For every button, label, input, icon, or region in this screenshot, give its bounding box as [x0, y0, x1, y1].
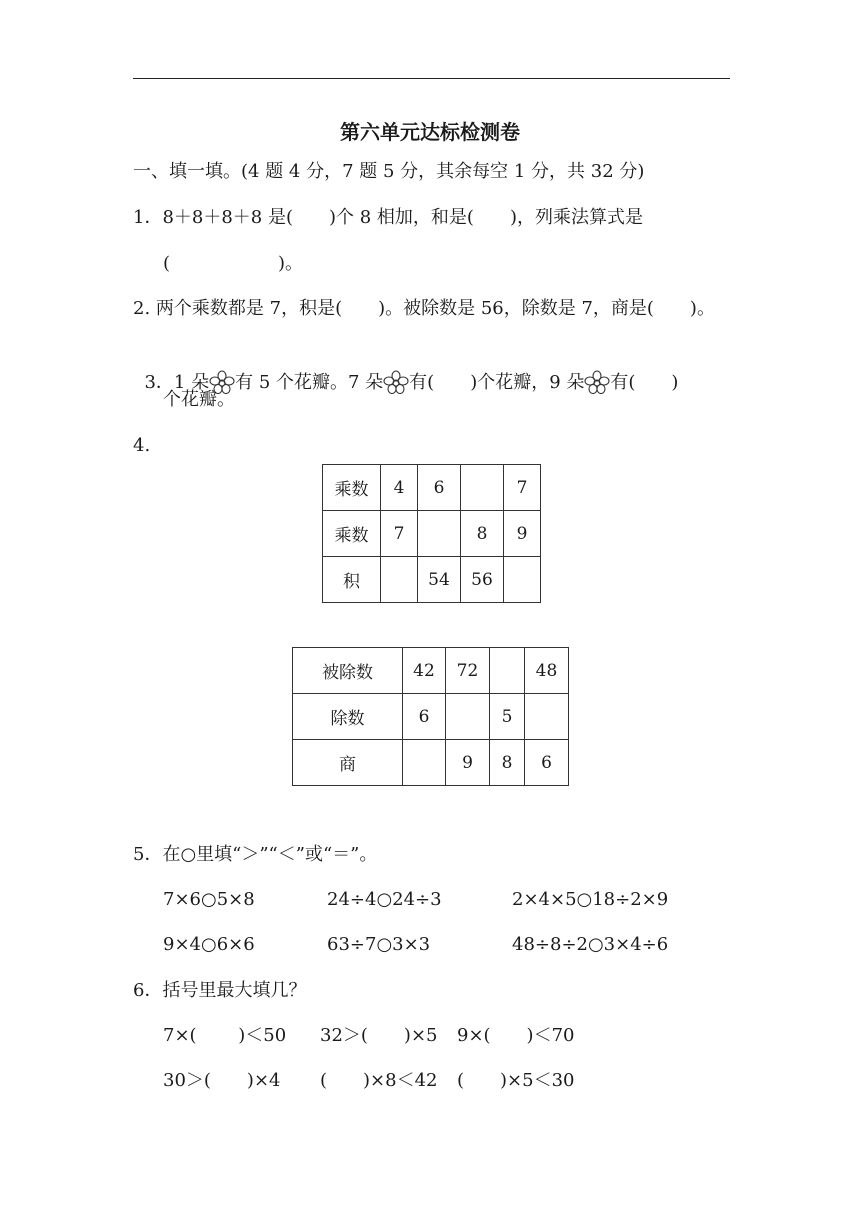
table-cell — [461, 465, 504, 511]
q5-item: 63÷7○3×3 — [327, 934, 431, 955]
table-cell — [525, 694, 569, 740]
table-row — [323, 557, 541, 603]
question-6-title: 6．括号里最大填几？ — [133, 980, 307, 1001]
page-title: 第六单元达标检测卷 — [340, 120, 520, 144]
question-5-title: 5．在○里填“＞”“＜”或“＝”。 — [133, 844, 378, 865]
division-table — [292, 647, 569, 786]
flower-icon — [584, 370, 610, 394]
top-rule — [133, 78, 730, 79]
question-1-line-1: 1．8＋8＋8＋8 是( )个 8 相加，和是( )，列乘法算式是 — [133, 207, 643, 228]
q3-text-d: 有( ) — [610, 372, 679, 393]
q6-item: 9×( )＜70 — [457, 1025, 575, 1046]
table-cell — [446, 694, 490, 740]
q6-item: ( )×8＜42 — [320, 1070, 438, 1091]
table-cell: 积 — [323, 557, 381, 603]
table-cell — [403, 740, 446, 786]
table-cell: 4 — [381, 465, 418, 511]
table-row — [323, 465, 541, 511]
table-row — [293, 648, 569, 694]
table-cell: 9 — [504, 511, 541, 557]
q6-item: 32＞( )×5 — [320, 1025, 438, 1046]
table-cell: 除数 — [293, 694, 403, 740]
table-cell: 乘数 — [323, 511, 381, 557]
q5-item: 48÷8÷2○3×4÷6 — [512, 934, 669, 955]
q3-text-b: 有 5 个花瓣。7 朵 — [235, 372, 384, 393]
table-cell: 8 — [461, 511, 504, 557]
q6-item: 30＞( )×4 — [163, 1070, 281, 1091]
table-cell: 6 — [418, 465, 461, 511]
table-row — [293, 740, 569, 786]
table-cell: 7 — [381, 511, 418, 557]
table-cell: 7 — [504, 465, 541, 511]
table-cell — [490, 648, 525, 694]
q5-item: 9×4○6×6 — [163, 934, 255, 955]
table-cell: 9 — [446, 740, 490, 786]
flower-icon — [383, 370, 409, 394]
table-cell: 72 — [446, 648, 490, 694]
multiplication-table — [322, 464, 541, 603]
q5-item: 2×4×5○18÷2×9 — [512, 889, 669, 910]
q5-item: 24÷4○24÷3 — [327, 889, 442, 910]
table-row — [323, 511, 541, 557]
table-cell: 48 — [525, 648, 569, 694]
table-cell: 42 — [403, 648, 446, 694]
table-cell — [418, 511, 461, 557]
table-cell: 6 — [403, 694, 446, 740]
q3-text-c: 有( )个花瓣，9 朵 — [409, 372, 585, 393]
question-2: 2. 两个乘数都是 7，积是( )。被除数是 56，除数是 7，商是( )。 — [133, 298, 715, 319]
question-3-line-2: 个花瓣。 — [163, 389, 235, 410]
table-cell: 8 — [490, 740, 525, 786]
question-4-label: 4. — [133, 435, 151, 456]
table-cell: 被除数 — [293, 648, 403, 694]
table-row — [293, 694, 569, 740]
table-cell: 6 — [525, 740, 569, 786]
table-cell: 56 — [461, 557, 504, 603]
q5-item: 7×6○5×8 — [163, 889, 255, 910]
section-heading: 一、填一填。(4 题 4 分，7 题 5 分，其余每空 1 分，共 32 分) — [133, 161, 645, 182]
table-cell — [504, 557, 541, 603]
table-cell: 5 — [490, 694, 525, 740]
q6-item: 7×( )＜50 — [163, 1025, 287, 1046]
question-1-line-2: ( )。 — [163, 253, 304, 274]
table-cell: 商 — [293, 740, 403, 786]
q6-item: ( )×5＜30 — [457, 1070, 575, 1091]
table-cell: 54 — [418, 557, 461, 603]
table-cell: 乘数 — [323, 465, 381, 511]
table-cell — [381, 557, 418, 603]
q3-text-a: 3．1 朵 — [144, 372, 210, 393]
